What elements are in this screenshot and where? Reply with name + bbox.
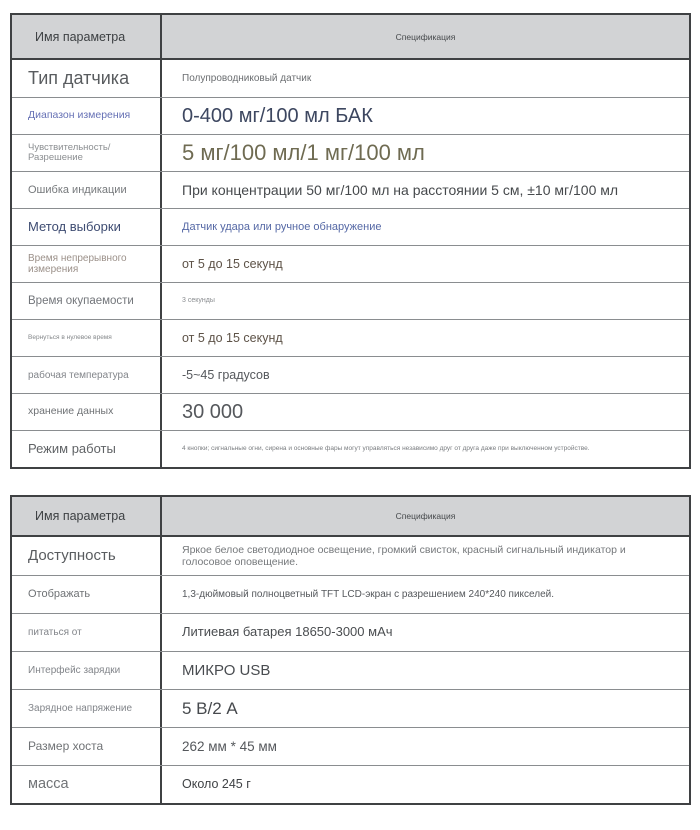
table-row	[12, 727, 689, 765]
param-name-cell: Интерфейс зарядки	[12, 652, 162, 689]
table-row	[12, 356, 689, 393]
param-name-header: Имя параметра	[12, 497, 162, 535]
param-name-cell: хранение данных	[12, 394, 162, 430]
spec-value-cell: Около 245 г	[182, 777, 251, 792]
spec-value-cell: Полупроводниковый датчик	[182, 72, 312, 84]
table-row	[12, 430, 689, 467]
spec-value-cell: МИКРО USB	[182, 661, 271, 679]
table-body	[12, 60, 689, 467]
param-name-cell: Метод выборки	[12, 209, 162, 245]
table-header-row	[12, 15, 689, 60]
spec-value-cell: При концентрации 50 мг/100 мл на расстоянии 5 см, ±10 мг/100 мл	[182, 181, 619, 198]
table-row	[12, 208, 689, 245]
spec-value-cell: 30 000	[182, 400, 244, 423]
spec-value-cell: -5~45 градусов	[182, 367, 270, 382]
table-row	[12, 60, 689, 97]
table-row	[12, 171, 689, 208]
table-body	[12, 537, 689, 803]
table-row	[12, 134, 689, 171]
spec-value-cell: Датчик удара или ручное обнаружение	[182, 220, 382, 233]
param-name-cell: Тип датчика	[12, 60, 162, 97]
table-row	[12, 319, 689, 356]
param-name-cell: Доступность	[12, 537, 162, 575]
param-name-cell: Режим работы	[12, 431, 162, 467]
table-row	[12, 765, 689, 803]
spec-value-cell: Литиевая батарея 18650-3000 мАч	[182, 624, 393, 640]
specification-header: Спецификация	[395, 511, 456, 521]
param-name-cell: Диапазон измерения	[12, 98, 162, 134]
specification-header: Спецификация	[395, 31, 456, 42]
spec-value-cell: от 5 до 15 секунд	[182, 330, 283, 345]
spec-value-cell: Яркое белое светодиодное освещение, громкий свисток, красный сигнальный индикатор и голосовое оповещение.	[182, 543, 626, 568]
param-name-cell: рабочая температура	[12, 357, 162, 393]
param-name-cell: Время непрерывного измерения	[12, 246, 162, 282]
table-row	[12, 282, 689, 319]
param-name-cell: Вернуться в нулевое время	[12, 320, 162, 356]
spec-table-device	[10, 495, 691, 805]
spec-value-cell: 262 мм * 45 мм	[182, 738, 277, 754]
table-row	[12, 245, 689, 282]
spec-value-cell: 1,3-дюймовый полноцветный TFT LCD-экран с разрешением 240*240 пикселей.	[182, 588, 555, 600]
table-header-row	[12, 497, 689, 537]
param-name-cell: Чувствительность/Разрешение	[12, 135, 162, 171]
spec-value-cell: от 5 до 15 секунд	[182, 256, 283, 271]
table-row	[12, 97, 689, 134]
param-name-cell: Ошибка индикации	[12, 172, 162, 208]
table-row	[12, 651, 689, 689]
spec-table-sensor	[10, 13, 691, 469]
param-name-cell: Размер хоста	[12, 728, 162, 765]
table-row	[12, 613, 689, 651]
spec-value-cell: 4 кнопки; сигнальные огни, сирена и основные фары могут управляться независимо друг от друга даже при выключенном устройстве.	[182, 445, 590, 453]
param-name-cell: масса	[12, 766, 162, 803]
spec-value-cell: 5 В/2 А	[182, 698, 238, 718]
param-name-cell: питаться от	[12, 614, 162, 651]
param-name-header: Имя параметра	[12, 15, 162, 58]
param-name-cell: Отображать	[12, 576, 162, 613]
table-row	[12, 393, 689, 430]
table-row	[12, 575, 689, 613]
spec-value-cell: 3 секунды	[182, 296, 215, 304]
table-row	[12, 537, 689, 575]
param-name-cell: Время окупаемости	[12, 283, 162, 319]
spec-value-cell: 5 мг/100 мл/1 мг/100 мл	[182, 140, 425, 166]
spec-value-cell: 0-400 мг/100 мл БАК	[182, 104, 373, 127]
param-name-cell: Зарядное напряжение	[12, 690, 162, 727]
table-row	[12, 689, 689, 727]
